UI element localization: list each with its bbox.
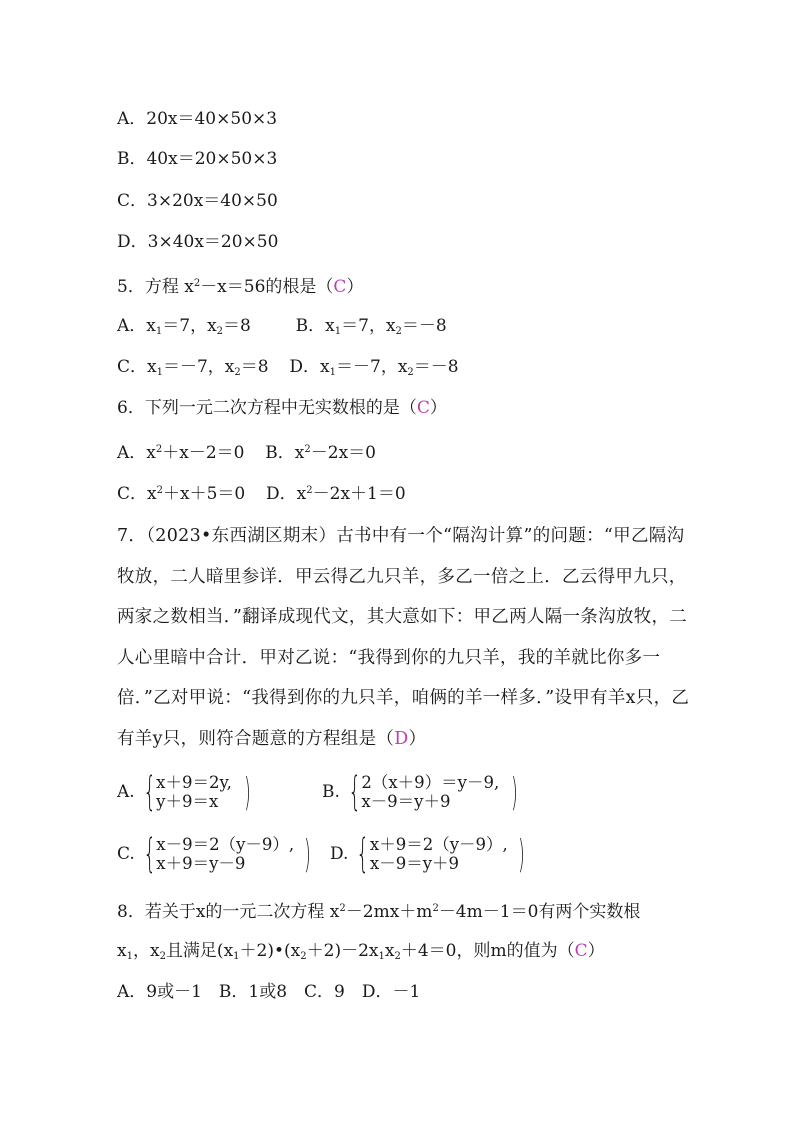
q7-option-c: C. { x－9＝2（y－9）, x＋9＝y－9 ) <box>117 831 311 877</box>
q6-option-b: B．$x^2-2x=0$ <box>265 443 376 463</box>
q8-stem-line1: 8．若关于x的一元二次方程 $x^2-2mx+m^2-4m-1=0$有两个实数根 <box>117 902 641 922</box>
paren-icon: ) <box>511 770 518 814</box>
q5-option-b: B．$x_1=7$，$x_2=-8$ <box>295 316 447 337</box>
q5-option-c: C．$x_1=-7$，$x_2=8$ <box>117 357 269 378</box>
q5-option-a: A．$x_1=7$，$x_2=8$ <box>117 316 251 337</box>
q4-option-c: C．3×20x＝40×50 <box>117 191 278 211</box>
q5-option-d: D．$x_1=-7$，$x_2=-8$ <box>289 357 459 378</box>
q6-answer: C <box>416 398 430 418</box>
q7-option-d: D. { x＋9＝2（y－9）, x－9＝y＋9 ) <box>330 831 525 877</box>
q6-option-d: D．$x^2-2x+1=0$ <box>266 484 406 504</box>
q7-answer: D <box>394 728 409 749</box>
q7-option-b: B. { 2（x＋9）＝y－9, x－9＝y＋9 ) <box>322 769 518 815</box>
q7-option-a: A. { x＋9＝2y, y＋9＝x ) <box>117 769 251 815</box>
brace-icon: { <box>143 769 156 815</box>
brace-icon: { <box>143 831 156 877</box>
q8-options: A．9或－1 B．1或8 C．9 D．－1 <box>117 982 421 1002</box>
q4-option-b: B．40x＝20×50×3 <box>117 149 278 169</box>
q6-option-a: A．$x^2+x-2=0$ <box>117 443 245 463</box>
q5-stem: 5．方程 $x^2-x=56$的根是（C） <box>117 277 364 297</box>
q6-options-row1 <box>117 439 376 464</box>
q8-stem-line2: $x_1$，$x_2$且满足$(x_1+2)•(x_2+2)-2x_1x_2+4=0$，则m的值为（C） <box>117 941 605 962</box>
q5-options-row2 <box>117 356 459 384</box>
q7-stem: 7．（2023•东西湖区期末）古书中有一个“隔沟计算”的问题：“甲乙隔沟牧放，二人暗里参详．甲云得乙九只羊，多乙一倍之上．乙云得甲九只，两家之数相当．”翻译成现代文，其大意如下：甲乙两人隔一条沟放牧，二人心里暗中合计．甲对乙说：“我得到你的九只羊，我的羊就比你多一倍．”乙对甲说：“我得到你的九只羊，咱俩的羊一样多．”设甲有羊x只，乙有羊y只，则符合题意的方程组是（D） <box>117 526 690 749</box>
brace-icon: { <box>348 769 361 815</box>
q6-stem: 6．下列一元二次方程中无实数根的是（C） <box>117 398 447 418</box>
paren-icon: ) <box>304 832 311 876</box>
q4-option-d: D．3×40x＝20×50 <box>117 232 279 252</box>
q6-option-c: C．$x^2+x+5=0$ <box>117 484 246 504</box>
q4-option-a: A．20x＝40×50×3 <box>117 109 278 129</box>
q6-options-row2 <box>117 480 406 505</box>
q5-options-row1 <box>117 315 447 343</box>
paren-icon: ) <box>243 770 251 814</box>
q5-answer: C <box>333 277 347 297</box>
brace-icon: { <box>356 831 370 877</box>
q8-answer: C <box>574 941 588 961</box>
paren-icon: ) <box>517 832 525 876</box>
